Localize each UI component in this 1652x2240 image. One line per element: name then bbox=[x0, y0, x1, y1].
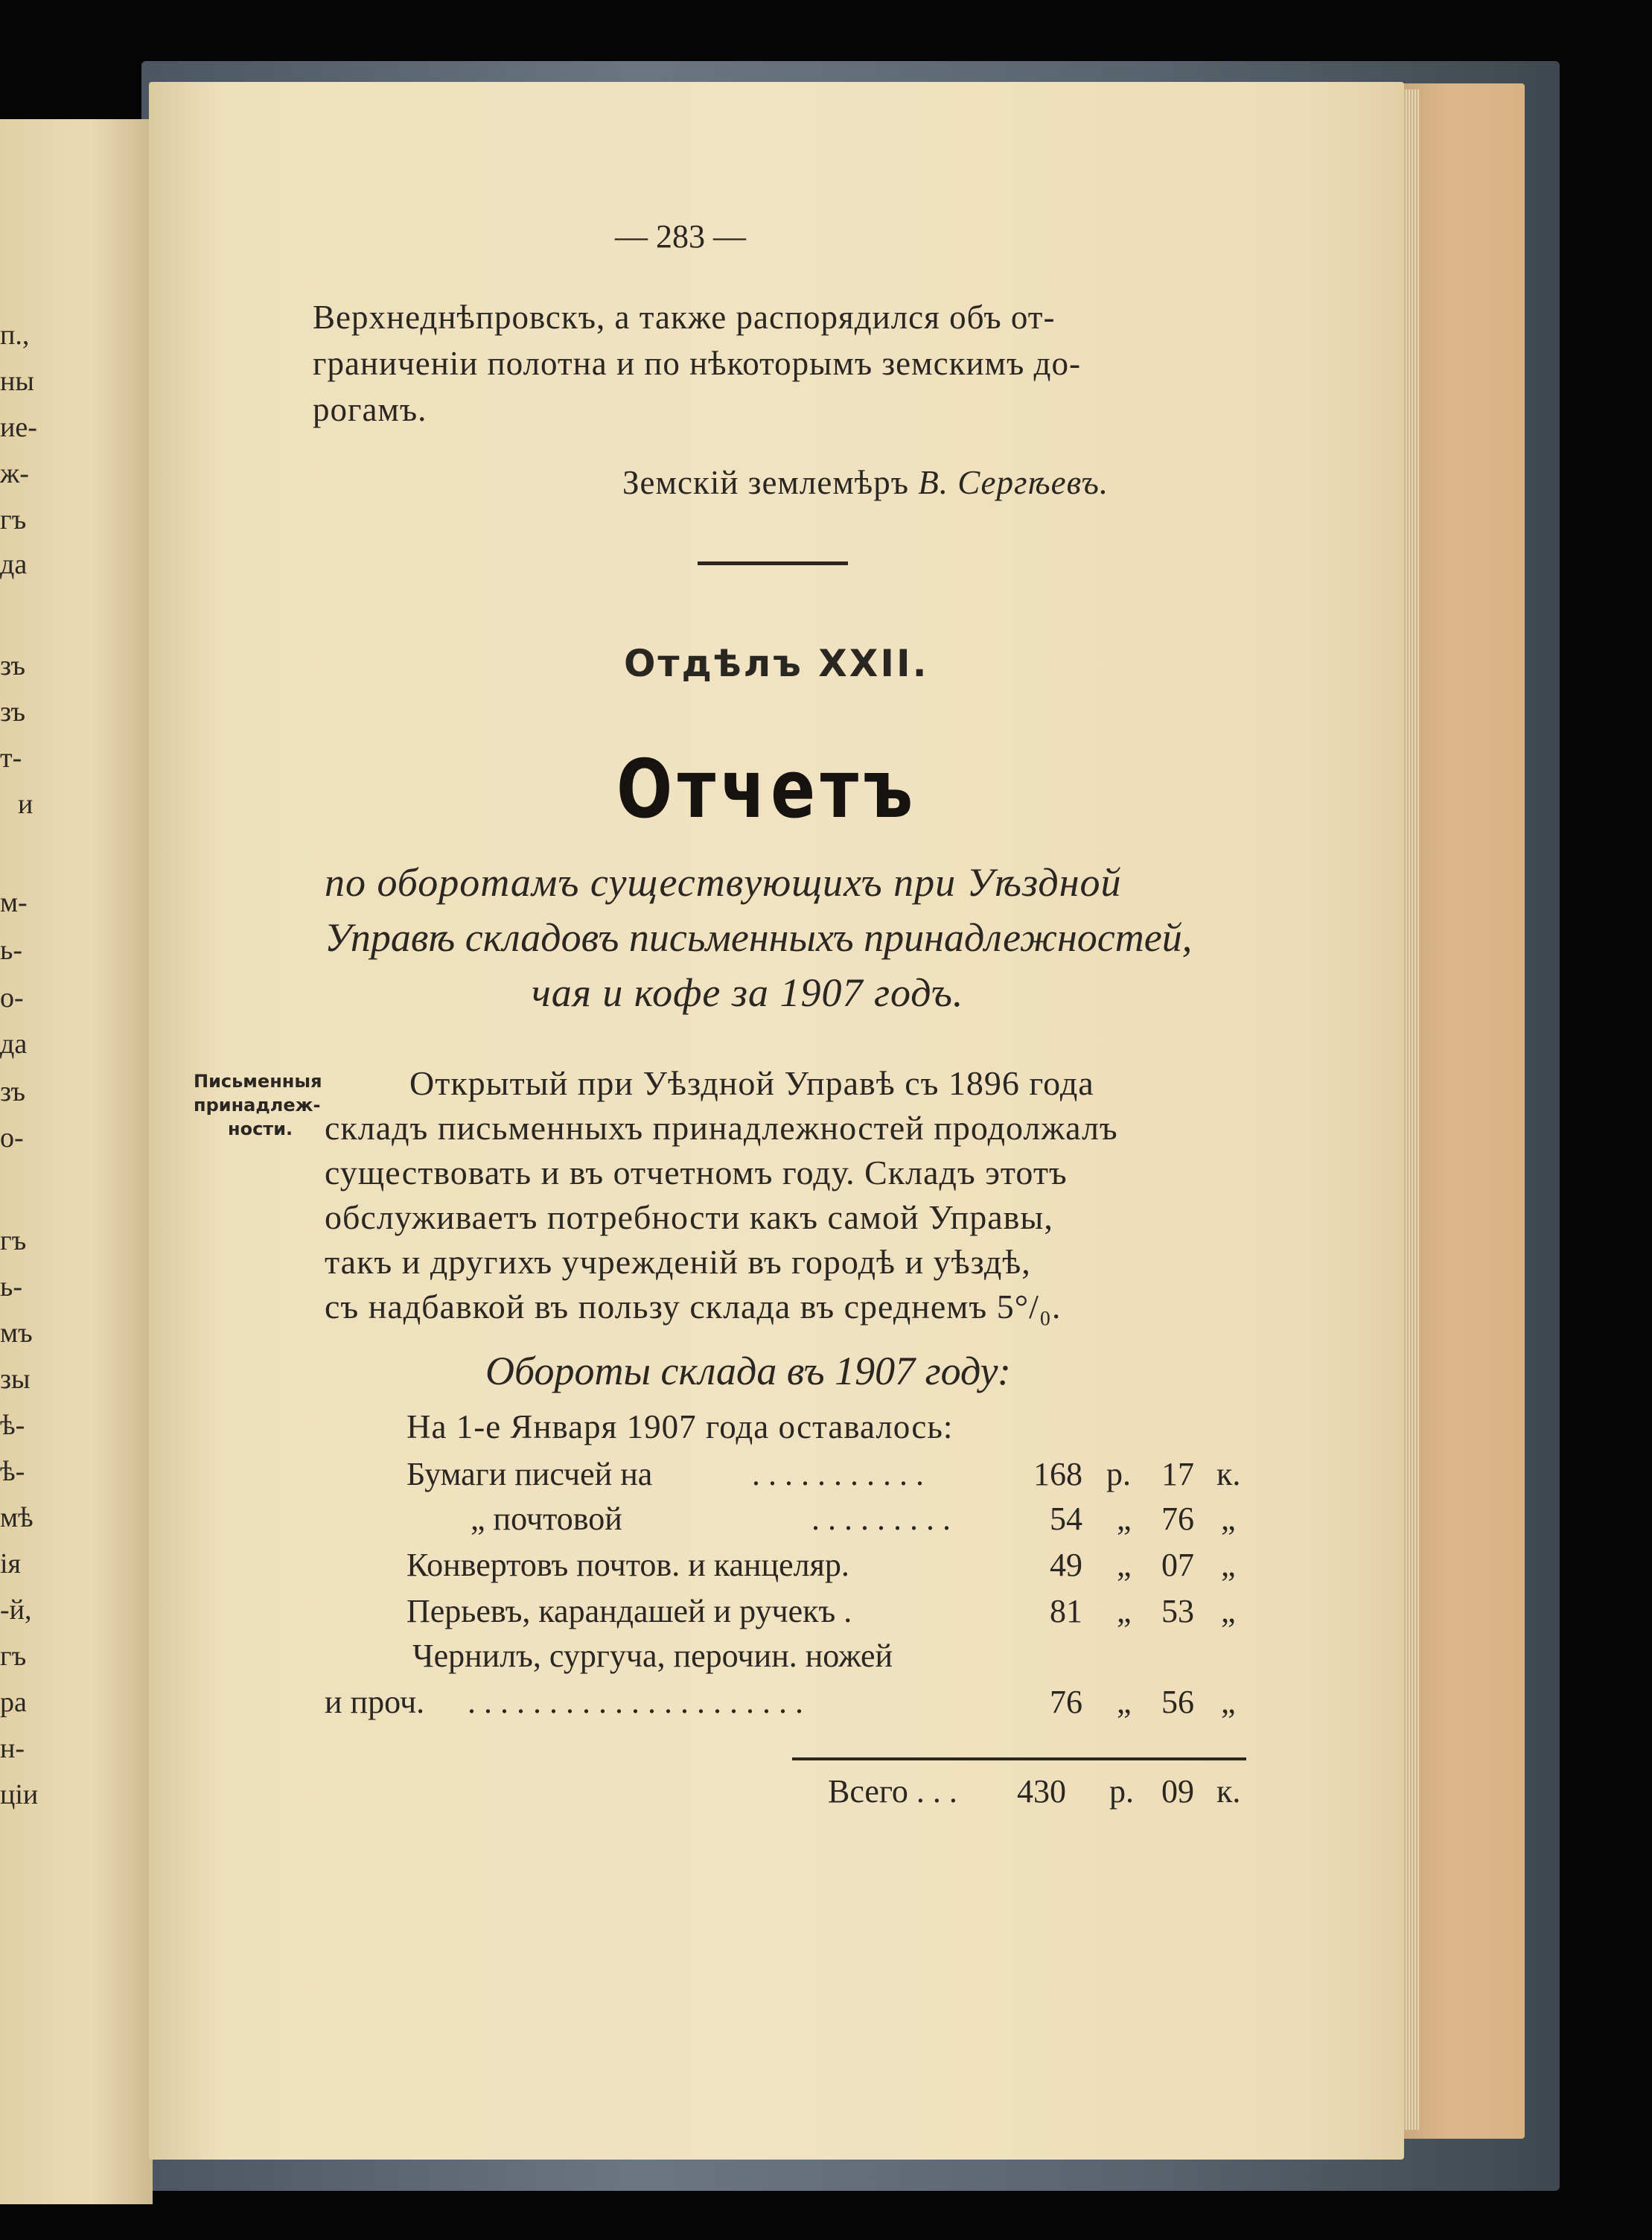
report-subtitle-line: чая и кофе за 1907 годъ. bbox=[532, 970, 964, 1015]
facing-fragment: ь- bbox=[0, 935, 22, 966]
ledger-item: Перьевъ, карандашей и ручекъ . bbox=[406, 1593, 852, 1629]
ledger-rubles-unit: р. bbox=[1106, 1456, 1131, 1492]
ledger-kopecks: 07 bbox=[1161, 1547, 1194, 1583]
ledger-item: Конвертовъ почтов. и канцеляр. bbox=[406, 1547, 849, 1583]
ledger-leader: . . . . . . . . . . . . . . . . . . . . . bbox=[468, 1684, 803, 1720]
facing-fragment: ра bbox=[0, 1687, 27, 1718]
facing-fragment: гъ bbox=[0, 1225, 27, 1256]
facing-fragment: зъ bbox=[0, 650, 26, 681]
margin-note-line: ности. bbox=[228, 1119, 293, 1139]
ledger-rubles: 76 bbox=[1050, 1684, 1082, 1720]
facing-fragment: -й, bbox=[0, 1594, 32, 1626]
ledger-row bbox=[149, 1592, 1404, 1637]
ledger-kopecks-unit: к. bbox=[1216, 1456, 1241, 1492]
intro-line: рогамъ. bbox=[313, 391, 427, 428]
facing-fragment: о- bbox=[0, 1122, 24, 1154]
facing-page-text bbox=[0, 119, 153, 2204]
margin-note-line: Письменныя bbox=[194, 1071, 322, 1092]
ledger-rubles: 54 bbox=[1050, 1501, 1082, 1537]
ledger-intro: На 1-е Января 1907 года оставалось: bbox=[406, 1408, 954, 1445]
facing-fragment: мъ bbox=[0, 1317, 33, 1349]
facing-fragment: зы bbox=[0, 1364, 31, 1395]
report-subtitle-line: по оборотамъ существующихъ при Уѣздной bbox=[325, 860, 1122, 905]
ledger-kopecks-unit: „ bbox=[1221, 1593, 1236, 1629]
facing-fragment: ѣ- bbox=[0, 1456, 25, 1487]
section-heading: Отдѣлъ XXII. bbox=[624, 642, 929, 685]
ledger-rubles-unit: „ bbox=[1117, 1547, 1132, 1583]
facing-fragment: ие- bbox=[0, 412, 37, 443]
facing-fragment: гъ bbox=[0, 504, 27, 535]
facing-fragment: т- bbox=[0, 742, 22, 774]
ledger-kopecks-unit: „ bbox=[1221, 1547, 1236, 1583]
ledger-item: „ почтовой bbox=[471, 1501, 622, 1537]
ledger-kopecks-unit: „ bbox=[1221, 1684, 1236, 1720]
facing-fragment: зъ bbox=[0, 696, 26, 728]
margin-note-line: принадлеж- bbox=[194, 1095, 321, 1116]
facing-fragment: м- bbox=[0, 887, 28, 918]
facing-fragment: ны bbox=[0, 366, 34, 397]
facing-fragment: о- bbox=[0, 982, 24, 1014]
intro-line: граниченіи полотна и по нѣкоторымъ земскимъ до- bbox=[313, 345, 1081, 382]
body-line: существовать и въ отчетномъ году. Складъ этотъ bbox=[325, 1154, 1068, 1191]
report-subtitle-line: Управѣ складовъ письменныхъ принадлежностей, bbox=[325, 915, 1193, 960]
ledger-rubles-unit: „ bbox=[1117, 1501, 1132, 1537]
ledger-item: Чернилъ, сургуча, перочин. ножей bbox=[412, 1638, 893, 1674]
ledger-leader: . . . . . . . . . . . bbox=[752, 1456, 924, 1492]
facing-fragment: и bbox=[18, 789, 34, 820]
facing-fragment: да bbox=[0, 549, 28, 580]
signature-role: Земскій землемѣръ bbox=[622, 464, 909, 501]
document-page bbox=[149, 82, 1404, 2160]
ledger-row bbox=[149, 1637, 1404, 1681]
facing-fragment: ціи bbox=[0, 1779, 39, 1810]
ledger-item: Бумаги писчей на bbox=[406, 1456, 653, 1492]
facing-fragment: зъ bbox=[0, 1076, 26, 1107]
total-label: Всего . . . bbox=[828, 1773, 957, 1810]
ledger-rubles-unit: „ bbox=[1117, 1593, 1132, 1629]
facing-fragment: гъ bbox=[0, 1641, 27, 1672]
total-rubles: 430 bbox=[1017, 1773, 1066, 1810]
ledger-item: и проч. bbox=[325, 1684, 425, 1720]
body-line: такъ и другихъ учрежденій въ городѣ и уѣздѣ, bbox=[325, 1243, 1031, 1281]
ledger-kopecks-unit: „ bbox=[1221, 1501, 1236, 1537]
ledger-rubles: 49 bbox=[1050, 1547, 1082, 1583]
total-kopecks: 09 bbox=[1161, 1773, 1194, 1810]
facing-fragment: н- bbox=[0, 1733, 25, 1764]
total-rule bbox=[792, 1757, 1246, 1760]
body-line: складъ письменныхъ принадлежностей продолжалъ bbox=[325, 1109, 1118, 1147]
total-rubles-unit: р. bbox=[1109, 1773, 1134, 1810]
ledger-row bbox=[149, 1683, 1404, 1728]
total-kopecks-unit: к. bbox=[1216, 1773, 1241, 1810]
ledger-row bbox=[149, 1546, 1404, 1591]
ledger-rubles: 168 bbox=[1033, 1456, 1082, 1492]
ledger-kopecks: 17 bbox=[1161, 1456, 1194, 1492]
body-line: обслуживаетъ потребности какъ самой Управы, bbox=[325, 1198, 1053, 1236]
ledger-row bbox=[149, 1455, 1404, 1500]
facing-fragment: п., bbox=[0, 319, 30, 351]
ledger-kopecks: 53 bbox=[1161, 1593, 1194, 1629]
facing-fragment: ѣ- bbox=[0, 1410, 25, 1441]
signature bbox=[622, 463, 1109, 502]
body-line: съ надбавкой въ пользу склада въ среднемъ 5°/₀. bbox=[325, 1288, 1062, 1326]
facing-fragment: мѣ bbox=[0, 1502, 34, 1533]
ledger-leader: . . . . . . . . . bbox=[811, 1501, 951, 1537]
section-divider bbox=[698, 561, 848, 565]
facing-fragment: ж- bbox=[0, 458, 29, 489]
facing-fragment: да bbox=[0, 1028, 28, 1060]
signature-name: В. Сергѣевъ. bbox=[918, 464, 1109, 501]
facing-fragment: ь- bbox=[0, 1271, 22, 1302]
report-title: Отчетъ bbox=[616, 743, 918, 836]
turnover-subheading: Обороты склада въ 1907 году: bbox=[485, 1349, 1011, 1393]
page-number: — 283 — bbox=[615, 218, 746, 255]
facing-fragment: ія bbox=[0, 1548, 22, 1579]
ledger-kopecks: 56 bbox=[1161, 1684, 1194, 1720]
ledger-rubles-unit: „ bbox=[1117, 1684, 1132, 1720]
intro-line: Верхнеднѣпровскъ, а также распорядился объ от- bbox=[313, 299, 1056, 336]
ledger-row bbox=[149, 1500, 1404, 1544]
ledger-total-row bbox=[149, 1772, 1404, 1817]
ledger-rubles: 81 bbox=[1050, 1593, 1082, 1629]
body-line: Открытый при Уѣздной Управѣ съ 1896 года bbox=[409, 1064, 1094, 1102]
ledger-kopecks: 76 bbox=[1161, 1501, 1194, 1537]
